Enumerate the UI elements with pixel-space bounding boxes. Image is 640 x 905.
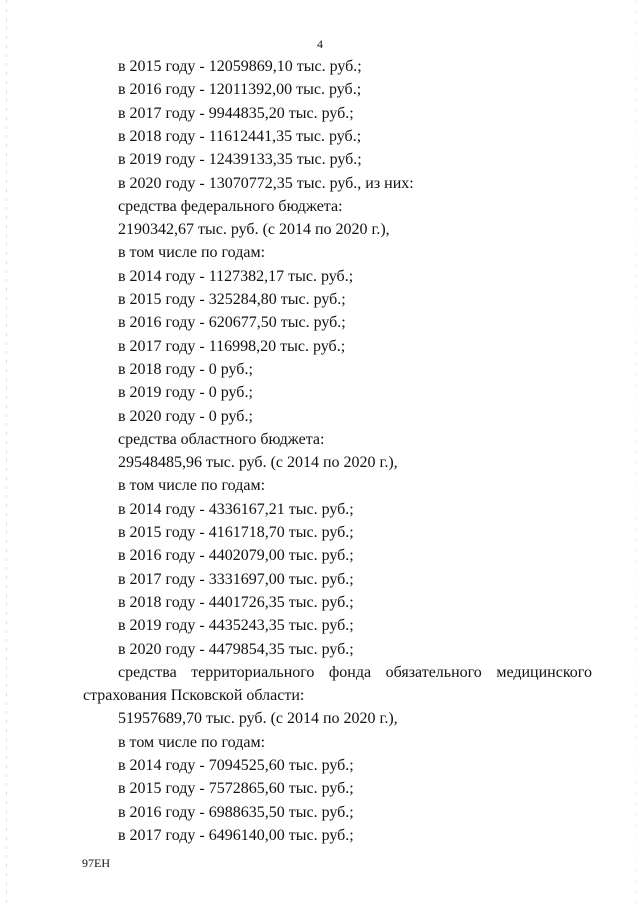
text-line: в том числе по годам: [118, 244, 266, 262]
text-line: в 2017 году - 6496140,00 тыс. руб.; [118, 826, 354, 844]
text-line: в 2017 году - 3331697,00 тыс. руб.; [118, 570, 354, 588]
fund-paragraph-continuation: страхования Псковской области: [83, 687, 305, 705]
text-line: в 2019 году - 0 руб.; [118, 384, 253, 402]
text-line: в 2015 году - 325284,80 тыс. руб.; [118, 291, 346, 308]
text-line: в 2015 году - 4161718,70 тыс. руб.; [118, 524, 354, 541]
fund-word: медицинского [496, 663, 592, 681]
text-line: в 2016 году - 620677,50 тыс. руб.; [118, 314, 346, 332]
text-line: в 2015 году - 12059869,10 тыс. руб.; [118, 58, 362, 75]
text-line: в 2018 году - 4401726,35 тыс. руб.; [118, 593, 354, 611]
text-line: 2190342,67 тыс. руб. (с 2014 по 2020 г.), [118, 221, 390, 239]
fund-paragraph-first-line [118, 663, 592, 683]
scan-edge-right [635, 0, 636, 905]
text-line: в 2018 году - 11612441,35 тыс. руб.; [118, 127, 362, 145]
fund-word: средства [118, 663, 177, 681]
text-line: в 2019 году - 4435243,35 тыс. руб.; [118, 617, 354, 635]
text-line: 29548485,96 тыс. руб. (с 2014 по 2020 г.), [118, 454, 398, 472]
scan-edge-left [6, 0, 7, 905]
text-line: в 2019 году - 12439133,35 тыс. руб.; [118, 151, 362, 169]
text-line: в 2014 году - 7094525,60 тыс. руб.; [118, 757, 354, 774]
text-line: в 2020 году - 13070772,35 тыс. руб., из них: [118, 174, 414, 192]
text-line: в том числе по годам: [118, 477, 266, 495]
fund-word: фонда [328, 663, 372, 681]
text-line: в 2015 году - 7572865,60 тыс. руб.; [118, 780, 354, 798]
text-line: средства федерального бюджета: [118, 197, 343, 215]
text-line: в 2016 году - 6988635,50 тыс. руб.; [118, 803, 354, 821]
text-line: в 2014 году - 1127382,17 тыс. руб.; [118, 267, 354, 285]
text-line: в 2017 году - 9944835,20 тыс. руб.; [118, 104, 354, 122]
text-line: средства областного бюджета: [118, 430, 325, 448]
text-line: в 2016 году - 4402079,00 тыс. руб.; [118, 547, 354, 565]
text-line: в том числе по годам: [118, 733, 266, 751]
page-number: 4 [317, 37, 323, 51]
text-line: в 2018 году - 0 руб.; [118, 360, 253, 378]
footer-code: 97ЕН [82, 856, 110, 870]
text-line: 51957689,70 тыс. руб. (с 2014 по 2020 г.), [118, 710, 398, 728]
text-line: в 2014 году - 4336167,21 тыс. руб.; [118, 500, 354, 518]
text-line: в 2017 году - 116998,20 тыс. руб.; [118, 337, 346, 355]
fund-word: территориального [191, 663, 315, 681]
text-line: в 2016 году - 12011392,00 тыс. руб.; [118, 81, 362, 99]
text-line: в 2020 году - 0 руб.; [118, 407, 253, 425]
text-line: в 2020 году - 4479854,35 тыс. руб.; [118, 640, 354, 658]
fund-word: обязательного [385, 663, 482, 681]
